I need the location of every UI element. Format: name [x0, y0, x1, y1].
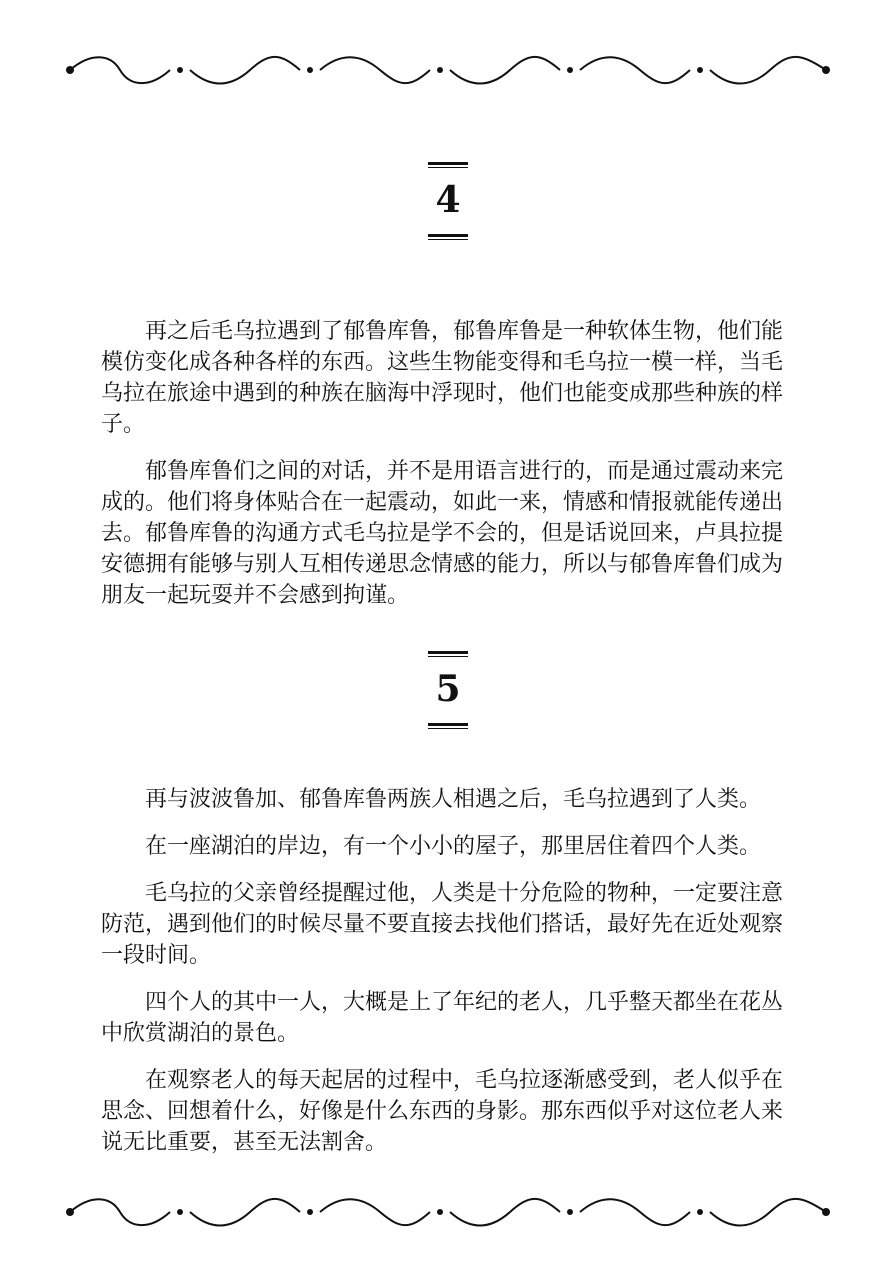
paragraph: 在一座湖泊的岸边，有一个小小的屋子，那里居住着四个人类。 [145, 834, 762, 859]
paragraph: 毛乌拉的父亲曾经提醒过他，人类是十分危险的物种，一定要注意防范，遇到他们的时候尽量不要直接去找他们搭话，最好先在近处观察一段时间。 [101, 881, 784, 968]
paragraph: 四个人的其中一人，大概是上了年纪的老人，几乎整天都坐在花丛中欣赏湖泊的景色。 [101, 990, 784, 1046]
heading-rule-top [428, 162, 468, 168]
paragraph: 在观察老人的每天起居的过程中，毛乌拉逐渐感受到，老人似乎在思念、回想着什么，好像是什么东西的身影。那东西似乎对这位老人来说无比重要，甚至无法割舍。 [101, 1068, 784, 1155]
section-4-body [101, 316, 799, 627]
chapter-number: 5 [435, 668, 461, 710]
ornamental-border-top [60, 48, 836, 92]
heading-rule-bottom [428, 234, 468, 240]
section-5-body [101, 784, 799, 1174]
chapter-heading-4 [0, 162, 896, 240]
chapter-number: 4 [435, 179, 461, 221]
paragraph: 再之后毛乌拉遇到了郁鲁库鲁，郁鲁库鲁是一种软体生物，他们能模仿变化成各种各样的东西。这些生物能变得和毛乌拉一模一样，当毛乌拉在旅途中遇到的种族在脑海中浮现时，他们也能变成那些种族的样子。 [101, 319, 784, 437]
heading-rule-bottom [428, 723, 468, 729]
paragraph: 郁鲁库鲁们之间的对话，并不是用语言进行的，而是通过震动来完成的。他们将身体贴合在一起震动，如此一来，情感和情报就能传递出去。郁鲁库鲁的沟通方式毛乌拉是学不会的，但是话说回来，卢具拉提安德拥有能够与别人互相传递思念情感的能力，所以与郁鲁库鲁们成为朋友一起玩耍并不会感到拘谨。 [101, 459, 784, 608]
ornamental-border-bottom [60, 1190, 836, 1234]
paragraph: 再与波波鲁加、郁鲁库鲁两族人相遇之后，毛乌拉遇到了人类。 [145, 787, 762, 812]
heading-rule-top [428, 651, 468, 657]
chapter-heading-5 [0, 651, 896, 729]
